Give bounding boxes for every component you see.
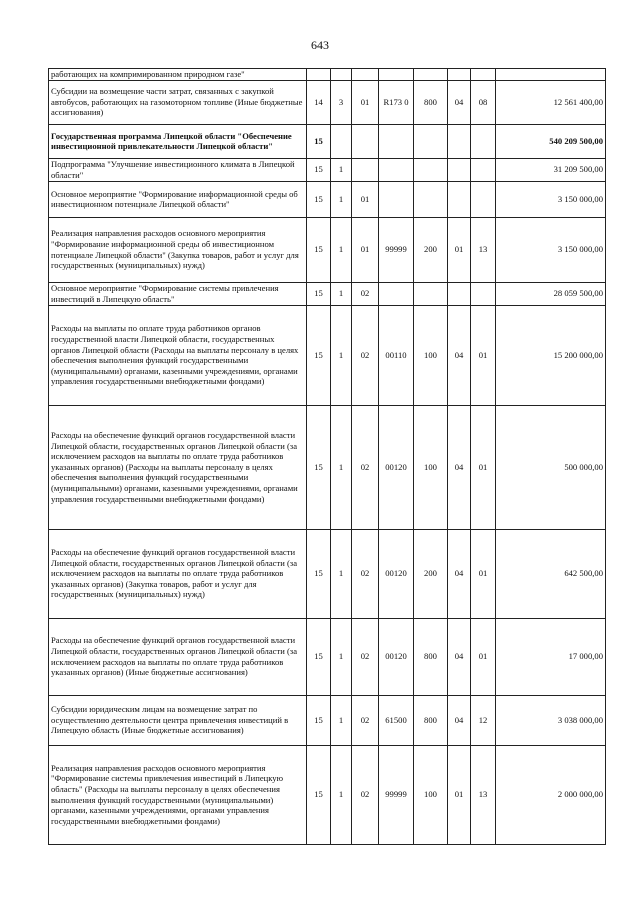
code-subsection: 13 <box>471 745 496 844</box>
table-row <box>49 695 606 745</box>
row-description: Субсидии юридическим лицам на возмещение затрат по осуществлению деятельности центра привлечения инвестиций в Липецкую область (Иные бюджетные ассигнования) <box>49 695 307 745</box>
table-row <box>49 305 606 405</box>
table-row <box>49 181 606 217</box>
code-subsection: 13 <box>471 217 496 282</box>
row-description: Расходы на обеспечение функций органов государственной власти Липецкой области, государственных органов Липецкой области (за исключением расходов на выплаты по оплате труда работников указанных органов) (Закупка товаров, работ и услуг для государственных (муниципальных) нужд) <box>49 529 307 618</box>
code-ministry <box>307 69 331 81</box>
row-amount: 2 000 000,00 <box>496 745 606 844</box>
code-expense-type: 200 <box>414 217 448 282</box>
code-program: 1 <box>331 181 352 217</box>
code-expense-type: 200 <box>414 529 448 618</box>
table-row <box>49 124 606 158</box>
code-target <box>379 124 414 158</box>
code-subsection <box>471 282 496 305</box>
code-subprogram: 01 <box>352 80 379 124</box>
code-section: 04 <box>448 305 471 405</box>
code-target <box>379 158 414 181</box>
code-expense-type: 100 <box>414 745 448 844</box>
code-subprogram: 01 <box>352 181 379 217</box>
code-subsection: 01 <box>471 305 496 405</box>
row-description: Реализация направления расходов основного мероприятия "Формирование системы привлечения инвестиций в Липецкую область" (Расходы на выплаты персоналу в целях обеспечения выполнения функций государственными (муниципальными) органами, казенными учреждениями, органами управления государственными внебюджетными фондами) <box>49 745 307 844</box>
row-description: Государственная программа Липецкой области "Обеспечение инвестиционной привлекательности Липецкой области" <box>49 124 307 158</box>
table-row <box>49 618 606 695</box>
row-amount: 15 200 000,00 <box>496 305 606 405</box>
row-amount: 12 561 400,00 <box>496 80 606 124</box>
table-row <box>49 282 606 305</box>
code-ministry: 15 <box>307 282 331 305</box>
code-target <box>379 181 414 217</box>
code-subprogram <box>352 69 379 81</box>
code-target: 61500 <box>379 695 414 745</box>
code-subsection <box>471 124 496 158</box>
row-amount: 31 209 500,00 <box>496 158 606 181</box>
code-subprogram: 02 <box>352 529 379 618</box>
code-section: 01 <box>448 217 471 282</box>
code-target: 00120 <box>379 529 414 618</box>
code-expense-type <box>414 282 448 305</box>
code-ministry: 15 <box>307 124 331 158</box>
code-subsection: 12 <box>471 695 496 745</box>
code-expense-type: 800 <box>414 618 448 695</box>
row-description: Расходы на обеспечение функций органов государственной власти Липецкой области, государственных органов Липецкой области (за исключением расходов на выплаты по оплате труда работников указанных органов) (Иные бюджетные ассигнования) <box>49 618 307 695</box>
code-program: 1 <box>331 695 352 745</box>
row-amount: 3 150 000,00 <box>496 181 606 217</box>
row-amount: 500 000,00 <box>496 405 606 529</box>
row-amount <box>496 69 606 81</box>
row-description: Расходы на обеспечение функций органов государственной власти Липецкой области, государственных органов Липецкой области (за исключением расходов на выплаты по оплате труда работников указанных органов) (Расходы на выплаты персоналу в целях обеспечения выполнения функций государственными (муниципальными) органами, казенными учреждениями, органами управления государственными внебюджетными фондами) <box>49 405 307 529</box>
code-ministry: 14 <box>307 80 331 124</box>
code-subprogram <box>352 158 379 181</box>
code-target <box>379 282 414 305</box>
code-ministry: 15 <box>307 529 331 618</box>
row-description: Основное мероприятие "Формирование системы привлечения инвестиций в Липецкую область" <box>49 282 307 305</box>
code-program <box>331 69 352 81</box>
code-expense-type <box>414 181 448 217</box>
table-row <box>49 745 606 844</box>
table-row <box>49 405 606 529</box>
code-subsection <box>471 181 496 217</box>
row-amount: 17 000,00 <box>496 618 606 695</box>
page-number: 643 <box>311 38 329 52</box>
code-ministry: 15 <box>307 305 331 405</box>
code-subprogram: 02 <box>352 405 379 529</box>
code-subprogram: 02 <box>352 305 379 405</box>
row-amount: 3 038 000,00 <box>496 695 606 745</box>
table-row <box>49 158 606 181</box>
row-amount: 3 150 000,00 <box>496 217 606 282</box>
code-ministry: 15 <box>307 158 331 181</box>
code-program: 1 <box>331 158 352 181</box>
code-ministry: 15 <box>307 181 331 217</box>
row-description: Реализация направления расходов основного мероприятия "Формирование информационной среды об инвестиционном потенциале Липецкой области" (Закупка товаров, работ и услуг для государственных (муниципальных) нужд) <box>49 217 307 282</box>
code-target: R173 0 <box>379 80 414 124</box>
code-subsection: 01 <box>471 529 496 618</box>
code-target: 99999 <box>379 745 414 844</box>
code-program: 1 <box>331 529 352 618</box>
row-amount: 28 059 500,00 <box>496 282 606 305</box>
code-section <box>448 69 471 81</box>
code-section <box>448 158 471 181</box>
code-subprogram <box>352 124 379 158</box>
code-expense-type: 100 <box>414 405 448 529</box>
code-subprogram: 02 <box>352 695 379 745</box>
code-program: 1 <box>331 745 352 844</box>
code-subprogram: 02 <box>352 745 379 844</box>
code-ministry: 15 <box>307 217 331 282</box>
code-section <box>448 181 471 217</box>
code-subprogram: 02 <box>352 282 379 305</box>
budget-table <box>48 68 606 845</box>
code-target: 00110 <box>379 305 414 405</box>
code-subsection <box>471 69 496 81</box>
code-subprogram: 02 <box>352 618 379 695</box>
code-section <box>448 282 471 305</box>
table-row <box>49 529 606 618</box>
table-row <box>49 69 606 81</box>
row-amount: 540 209 500,00 <box>496 124 606 158</box>
row-description: работающих на компримированном природном газе" <box>49 69 307 81</box>
code-target: 00120 <box>379 405 414 529</box>
code-ministry: 15 <box>307 405 331 529</box>
code-expense-type: 800 <box>414 80 448 124</box>
code-expense-type <box>414 124 448 158</box>
code-program: 3 <box>331 80 352 124</box>
code-ministry: 15 <box>307 618 331 695</box>
code-section: 04 <box>448 405 471 529</box>
row-description: Субсидии на возмещение части затрат, связанных с закупкой автобусов, работающих на газомоторном топливе (Иные бюджетные ассигнования) <box>49 80 307 124</box>
code-program: 1 <box>331 217 352 282</box>
code-expense-type <box>414 158 448 181</box>
code-section: 04 <box>448 695 471 745</box>
code-section <box>448 124 471 158</box>
row-description: Расходы на выплаты по оплате труда работников органов государственной власти Липецкой области, государственных органов Липецкой области (Расходы на выплаты персоналу в целях обеспечения выполнения функций государственными (муниципальными) органами, казенными учреждениями, органами управления государственными внебюджетными фондами) <box>49 305 307 405</box>
code-target: 99999 <box>379 217 414 282</box>
code-subprogram: 01 <box>352 217 379 282</box>
table-row <box>49 80 606 124</box>
code-target <box>379 69 414 81</box>
code-program: 1 <box>331 618 352 695</box>
code-target: 00120 <box>379 618 414 695</box>
code-subsection: 01 <box>471 618 496 695</box>
code-ministry: 15 <box>307 695 331 745</box>
code-subsection: 08 <box>471 80 496 124</box>
code-section: 01 <box>448 745 471 844</box>
row-description: Основное мероприятие "Формирование информационной среды об инвестиционном потенциале Липецкой области" <box>49 181 307 217</box>
code-section: 04 <box>448 529 471 618</box>
code-expense-type: 100 <box>414 305 448 405</box>
code-program <box>331 124 352 158</box>
table-row <box>49 217 606 282</box>
code-program: 1 <box>331 282 352 305</box>
row-description: Подпрограмма "Улучшение инвестиционного климата в Липецкой области" <box>49 158 307 181</box>
row-amount: 642 500,00 <box>496 529 606 618</box>
code-program: 1 <box>331 405 352 529</box>
code-subsection: 01 <box>471 405 496 529</box>
code-program: 1 <box>331 305 352 405</box>
code-ministry: 15 <box>307 745 331 844</box>
code-subsection <box>471 158 496 181</box>
code-expense-type: 800 <box>414 695 448 745</box>
code-section: 04 <box>448 80 471 124</box>
code-expense-type <box>414 69 448 81</box>
code-section: 04 <box>448 618 471 695</box>
